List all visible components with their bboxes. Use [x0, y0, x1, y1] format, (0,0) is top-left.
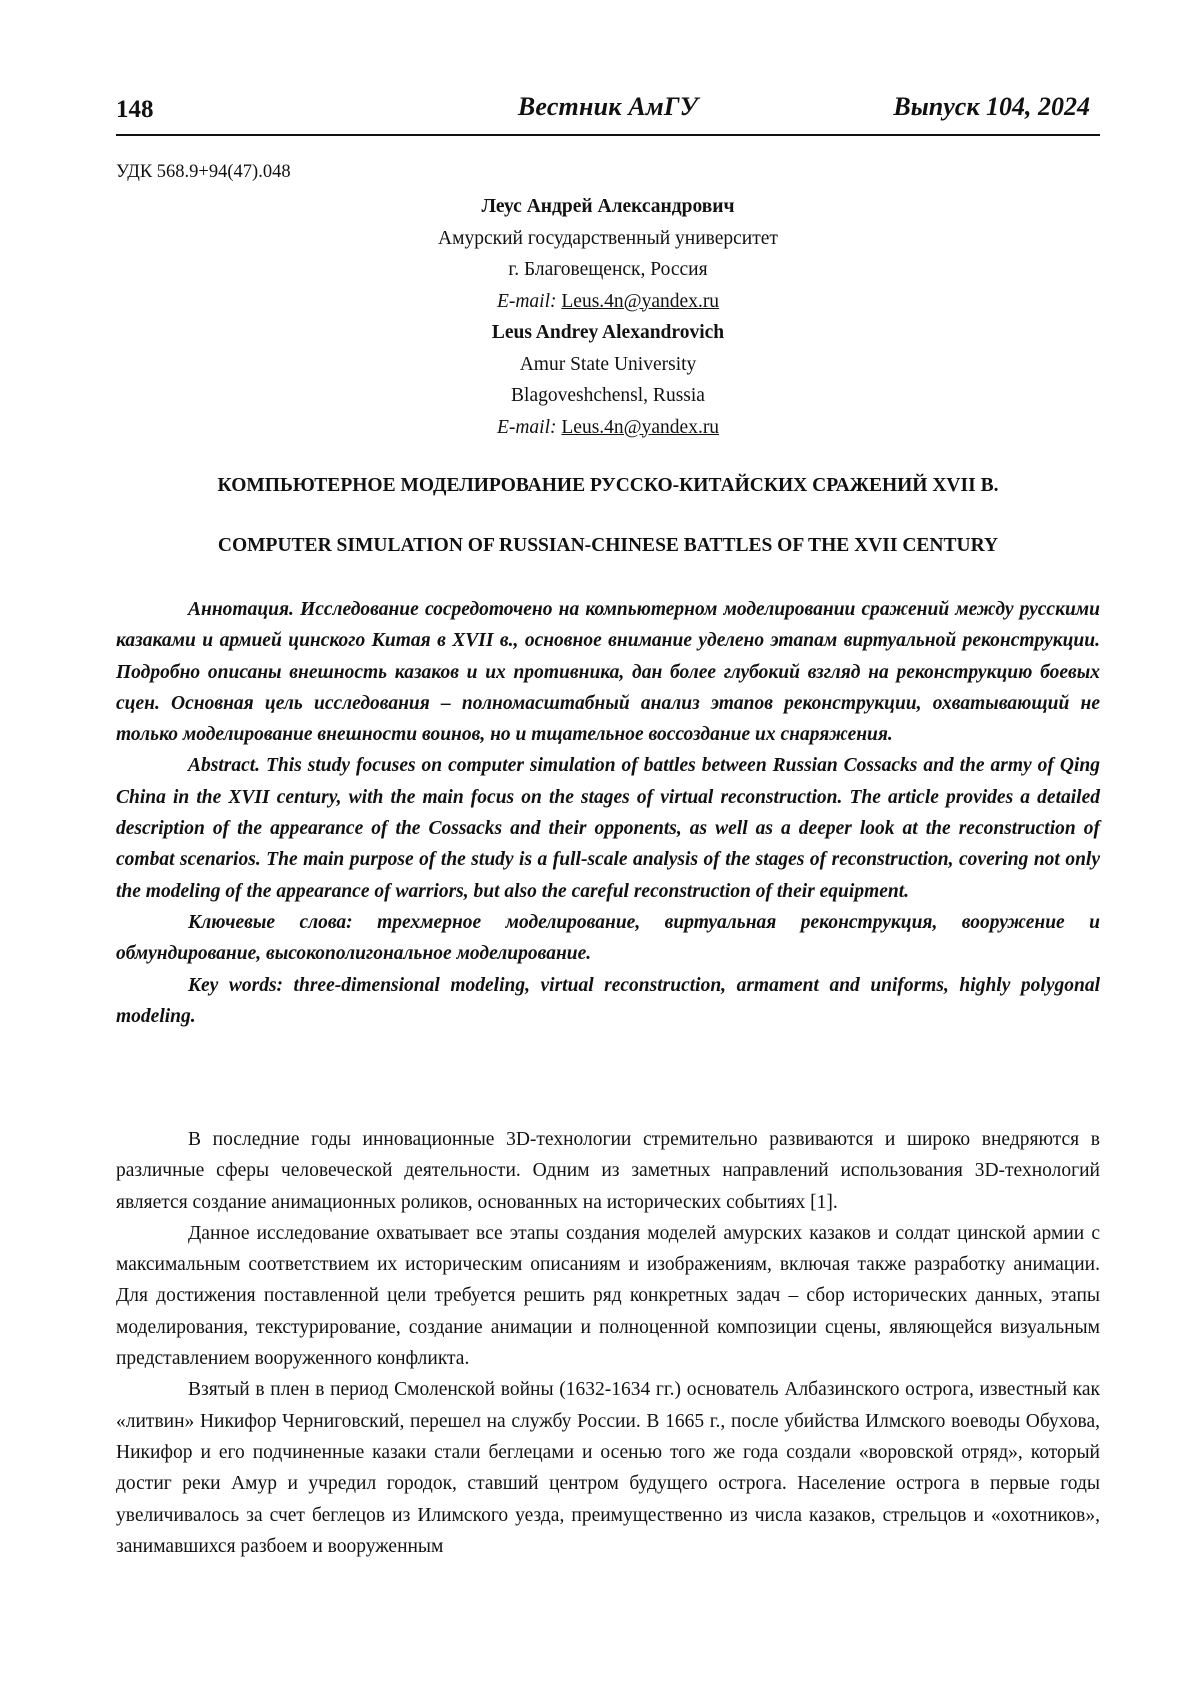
author-city-en: Blagoveshchensl, Russia	[511, 385, 705, 406]
journal-title: Вестник АмГУ	[517, 92, 699, 121]
article-title-ru: КОМПЬЮТЕРНОЕ МОДЕЛИРОВАНИЕ РУССКО-КИТАЙСКИХ СРАЖЕНИЙ XVII В.	[217, 475, 999, 496]
body-paragraph-3: Взятый в плен в период Смоленской войны (1632-1634 гг.) основатель Албазинского острога, известный как «литвин» Никифор Черниговский, перешел на службу России. В 1665 г., после убийства Илмского воеводы Обухова, Никифор и его подчиненные казаки стали беглецами и осенью того же года создали «воровской отряд», который достиг реки Амур и учредил городок, ставший центром будущего острога. Население острога в первые годы увеличивалось за счет беглецов из Илимского уезда, преимущественно из числа казаков, стрельцов и «охотников», занимавшихся разбоем и вооруженным	[116, 1379, 1100, 1557]
author-email-link-ru[interactable]: Leus.4n@yandex.ru	[561, 290, 720, 312]
page-number: 148	[116, 96, 154, 123]
running-header	[116, 92, 1100, 136]
abstract-ru: Аннотация. Исследование сосредоточено на компьютерном моделировании сражений между русскими казаками и армией цинского Китая в XVII в., основное внимание уделено этапам виртуальной реконструкции. Подробно описаны внешность казаков и их противника, дан более глубокий взгляд на реконструкцию боевых сцен. Основная цель исследования – полномасштабный анализ этапов реконструкции, охватывающий не только моделирование внешности воинов, но и тщательное воссоздание их снаряжения.	[116, 599, 1100, 746]
author-email-line-en	[116, 412, 1100, 444]
author-name-ru: Леус Андрей Александрович	[481, 196, 735, 217]
body-paragraph-2: Данное исследование охватывает все этапы создания моделей амурских казаков и солдат цинской армии с максимальным соответствием их историческим описаниям и изображениям, включая также разработку анимации. Для достижения поставленной цели требуется решить ряд конкретных задач – сбор исторических данных, этапы моделирования, текстурирование, создание анимации и полноценной композиции сцены, являющейся визуальным представлением вооруженного конфликта.	[116, 1222, 1100, 1370]
author-city-ru: г. Благовещенск, Россия	[508, 259, 708, 280]
udk-code: УДК 568.9+94(47).048	[116, 162, 291, 182]
author-email-line-ru	[116, 286, 1100, 318]
keywords-en: Key words: three-dimensional modeling, virtual reconstruction, armament and uniforms, highly polygonal modeling.	[116, 974, 1100, 1027]
abstract-section	[116, 594, 1100, 1032]
keywords-ru: Ключевые слова: трехмерное моделирование, виртуальная реконструкция, вооружение и обмундирование, высокополигональное моделирование.	[116, 911, 1100, 965]
abstract-en: Abstract. This study focuses on computer simulation of battles between Russian Cossacks and the army of Qing China in the XVII century, with the main focus on the stages of virtual reconstruction. The article provides a detailed description of the appearance of the Cossacks and their opponents, as well as a deeper look at the reconstruction of combat scenarios. The main purpose of the study is a full-scale analysis of the stages of reconstruction, covering not only the modeling of the appearance of warriors, but also the careful reconstruction of their equipment.	[116, 755, 1100, 902]
body-text	[116, 1124, 1100, 1562]
author-email-link-en[interactable]: Leus.4n@yandex.ru	[561, 416, 720, 438]
email-label: E-mail:	[496, 290, 557, 312]
author-name-en: Leus Andrey Alexandrovich	[491, 322, 725, 343]
author-affiliation-ru: Амурский государственный университет	[438, 227, 778, 249]
article-title-en: COMPUTER SIMULATION OF RUSSIAN-CHINESE BATTLES OF THE XVII CENTURY	[217, 535, 999, 556]
issue-info: Выпуск 104, 2024	[893, 92, 1090, 121]
email-label: E-mail:	[496, 416, 557, 438]
body-paragraph-1: В последние годы инновационные 3D-технологии стремительно развиваются и широко внедряются в различные сферы человеческой деятельности. Одним из заметных направлений использования 3D-технологий является создание анимационных роликов, основанных на исторических событиях [1].	[116, 1129, 1100, 1213]
author-block	[116, 191, 1100, 443]
author-affiliation-en: Amur State University	[519, 353, 697, 375]
